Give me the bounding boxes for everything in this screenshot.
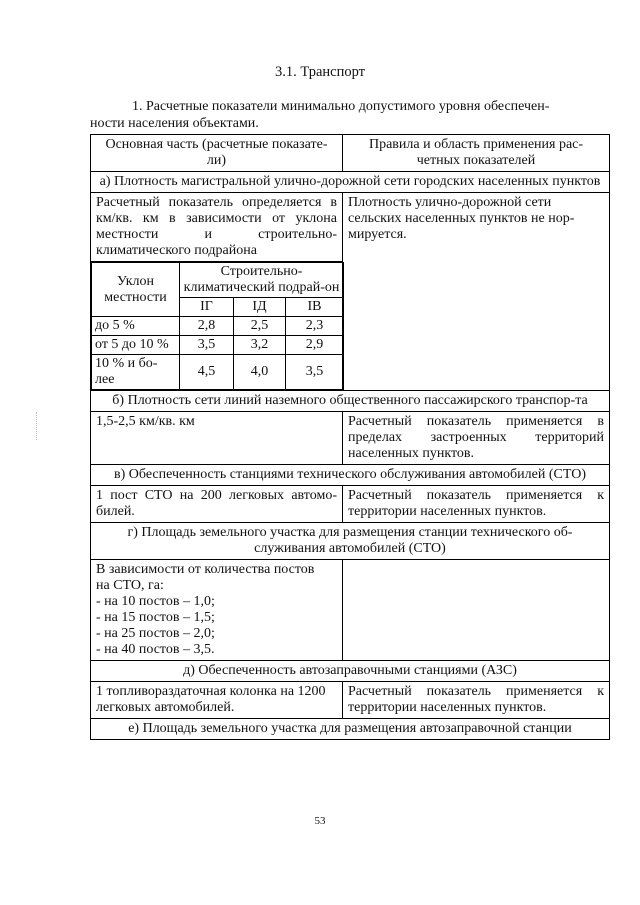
section-b-title-row (91, 391, 610, 412)
region-label: IД (234, 298, 286, 317)
section-title: 3.1. Транспорт (275, 64, 365, 80)
slope-label: до 5 % (92, 317, 180, 336)
header-col-rules: Правила и область применения рас-четных показателей (343, 135, 610, 172)
section-g-content-row (91, 560, 610, 661)
section-g-title: г) Площадь земельного участка для размещения станции технического об-служивания автомобилей (СТО) (91, 523, 610, 560)
section-d-right: Расчетный показатель применяется к территории населенных пунктов. (343, 682, 610, 719)
section-b-left: 1,5-2,5 км/кв. км (91, 412, 343, 465)
section-b-right: Расчетный показатель применяется в пределах застроенных территорий населенных пунктов. (343, 412, 610, 465)
section-a-content-row (91, 193, 610, 262)
header-col-main: Основная часть (расчетные показате-ли) (91, 135, 343, 172)
density-value: 2,5 (234, 317, 286, 336)
area-line: - на 40 постов – 3,5. (96, 642, 215, 657)
density-value: 2,8 (180, 317, 234, 336)
intro-line-2: ности населения объектами. (90, 116, 259, 131)
section-a-left: Расчетный показатель определяется в км/кв. км в зависимости от уклона местности и строительно-климатического подрайона (91, 193, 343, 262)
section-a-subtable-cell (91, 262, 343, 391)
slope-label: 10 % и бо-лее (92, 355, 180, 390)
region-label: IГ (180, 298, 234, 317)
density-value: 2,9 (286, 336, 344, 355)
margin-mark (36, 412, 38, 440)
section-d-content-row (91, 682, 610, 719)
section-a-right: Плотность улично-дорожной сети сельских населенных пунктов не нор-мируется. (343, 193, 610, 391)
intro-paragraph (90, 98, 610, 132)
area-line: - на 10 постов – 1,0; (96, 594, 215, 609)
density-value: 2,3 (286, 317, 344, 336)
density-value: 4,0 (234, 355, 286, 390)
section-d-title: д) Обеспеченность автозаправочными станциями (АЗС) (91, 661, 610, 682)
section-v-left: 1 пост СТО на 200 легковых автомо-билей. (91, 486, 343, 523)
section-g-title-row (91, 523, 610, 560)
section-e-title-row (91, 719, 610, 740)
section-b-title: б) Плотность сети линий наземного общественного пассажирского транспор-та (91, 391, 610, 412)
area-line: - на 15 постов – 1,5; (96, 610, 215, 625)
density-value: 3,2 (234, 336, 286, 355)
subtable-row (92, 336, 344, 355)
page-number: 53 (314, 815, 326, 827)
indicators-table (90, 134, 610, 740)
region-label: IВ (286, 298, 344, 317)
area-line: В зависимости от количества постов (96, 562, 315, 577)
section-d-title-row (91, 661, 610, 682)
section-b-content-row (91, 412, 610, 465)
section-v-content-row (91, 486, 610, 523)
slope-density-subtable (91, 262, 344, 390)
header-row (91, 135, 610, 172)
section-d-left: 1 топливораздаточная колонка на 1200 легковых автомобилей. (91, 682, 343, 719)
area-line: - на 25 постов – 2,0; (96, 626, 215, 641)
subtable-row (92, 355, 344, 390)
section-v-right: Расчетный показатель применяется к территории населенных пунктов. (343, 486, 610, 523)
section-g-left (91, 560, 343, 661)
section-a-title-row (91, 172, 610, 193)
area-line: на СТО, га: (96, 578, 164, 593)
intro-line-1: 1. Расчетные показатели минимально допустимого уровня обеспечен- (132, 99, 550, 114)
region-header: Строительно-климатический подрай-он (180, 263, 344, 298)
density-value: 3,5 (180, 336, 234, 355)
section-e-title: е) Площадь земельного участка для размещения автозаправочной станции (91, 719, 610, 740)
subtable-row (92, 317, 344, 336)
section-v-title-row (91, 465, 610, 486)
slope-header: Уклон местности (92, 263, 180, 317)
section-v-title: в) Обеспеченность станциями технического обслуживания автомобилей (СТО) (91, 465, 610, 486)
density-value: 3,5 (286, 355, 344, 390)
section-g-right (343, 560, 610, 661)
density-value: 4,5 (180, 355, 234, 390)
section-a-title: а) Плотность магистральной улично-дорожной сети городских населенных пунктов (91, 172, 610, 193)
slope-label: от 5 до 10 % (92, 336, 180, 355)
